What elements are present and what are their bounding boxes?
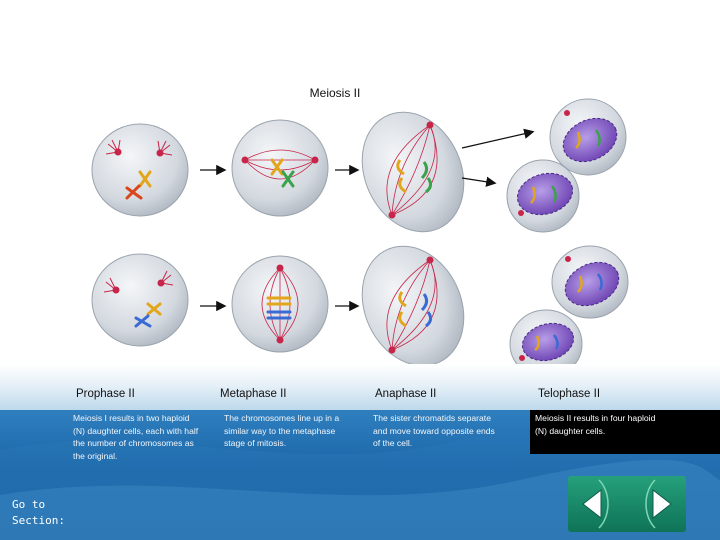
previous-arrow-icon [571,478,627,530]
previous-button[interactable] [571,478,627,530]
centrosome [427,257,434,264]
arrow [462,178,494,183]
stage-title-telophase: Telophase II [538,388,601,400]
stage-description-telophase: Meiosis II results in four haploid (N) daughter cells. [535,413,656,436]
centrosome [312,157,319,164]
centrosome [565,256,571,262]
diagram-title: Meiosis II [309,86,361,100]
centrosome [277,265,284,272]
centrosome [389,212,396,219]
anaphase-cell-bottom [343,230,482,380]
stage-description-anaphase: The sister chromatids separate and move toward opposite ends of the cell. [373,413,495,448]
telophase-cell [507,160,579,232]
stage-title-metaphase: Metaphase II [220,388,287,400]
next-arrow-icon [627,478,683,530]
centrosome [519,355,525,361]
centrosome [518,210,524,216]
stage-title-anaphase: Anaphase II [375,388,437,400]
metaphase-cell-top [232,120,328,216]
centrosome [564,110,570,116]
prophase-cell-top [92,124,188,216]
stage-title-prophase: Prophase II [76,388,135,400]
stage-description-metaphase: The chromosomes line up in a similar way to the metaphase stage of mitosis. [224,413,340,448]
next-button[interactable] [627,478,683,530]
centrosome [277,337,284,344]
arrow [462,132,532,148]
go-to-section-label: Go to Section: [12,498,65,527]
telophase-cell [550,99,626,175]
centrosome [242,157,249,164]
telophase-cell [552,246,628,318]
stage-description-prophase: Meiosis I results in two haploid (N) daughter cells, each with half the number of chromosomes as the original. [73,413,199,461]
prophase-cell-bottom [92,254,188,346]
metaphase-cell-bottom [232,256,328,352]
anaphase-cell-top [343,96,482,249]
centrosome [427,122,434,129]
centrosome [389,347,396,354]
